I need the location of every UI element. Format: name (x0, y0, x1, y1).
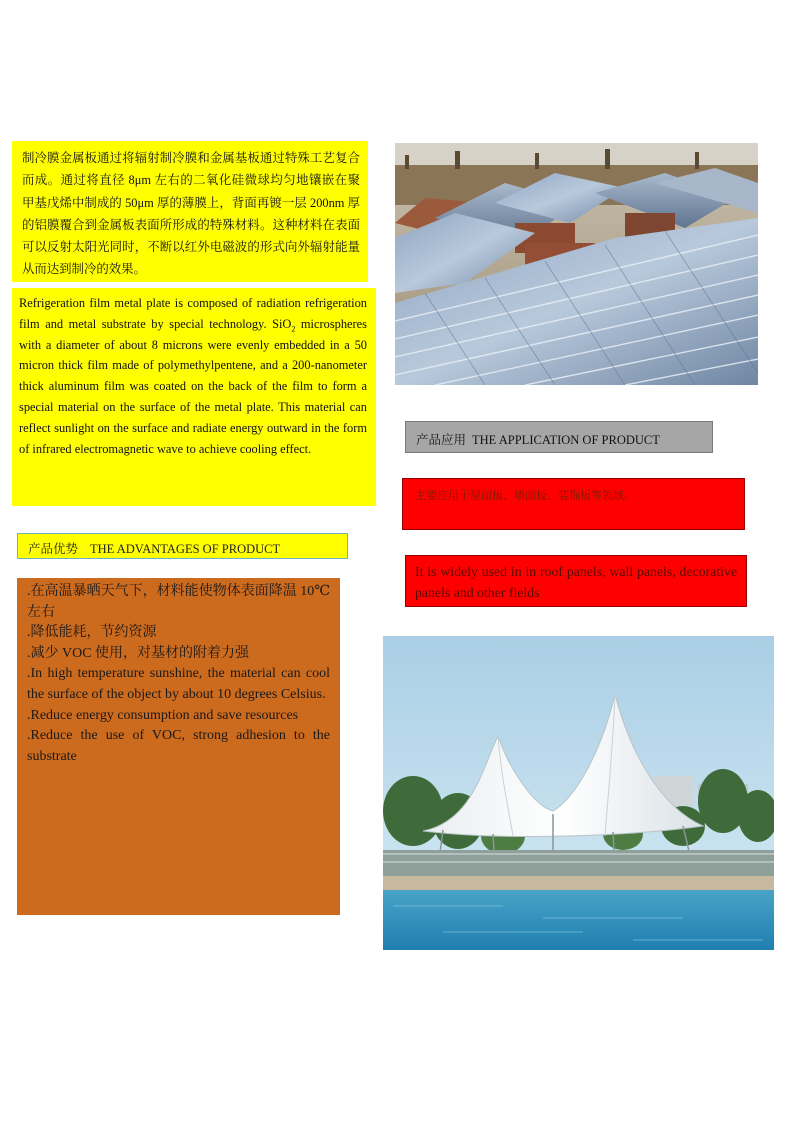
application-en-text: It is widely used in in roof panels, wall panels, decorative panels and other fields (405, 555, 747, 607)
application-header (405, 421, 713, 453)
advantages-header-en: THE ADVANTAGES OF PRODUCT (90, 542, 281, 556)
advantage-item: .Reduce the use of VOC, strong adhesion to the substrate (27, 728, 330, 764)
roof-panels-illustration (395, 143, 758, 385)
membrane-tent-photo (383, 636, 774, 950)
membrane-tent-illustration (383, 636, 774, 950)
advantages-header (17, 533, 348, 559)
advantage-item: .在高温暴晒天气下，材料能使物体表面降温 10℃左右 (27, 584, 330, 620)
advantages-list (17, 578, 340, 915)
intro-english-part2: microspheres with a diameter of about 8 microns were evenly embedded in a 50 micron thick film made of polymethylpentene, and a 200-nanometer thick aluminum film was coated on the back of the film to form a special material on the surface of the metal plate. This material can reflect sunlight on the surface and radiate energy outward in the form of infrared electromagnetic wave to achieve cooling effect. (19, 316, 367, 456)
application-header-en: THE APPLICATION OF PRODUCT (472, 433, 660, 447)
advantage-item: .降低能耗，节约资源 (27, 625, 157, 641)
advantage-item: .Reduce energy consumption and save resources (27, 707, 299, 723)
intro-english-text (12, 288, 376, 506)
application-cn-text: 主要应用于屋面板、墙面板、装饰板等领域。 (402, 478, 745, 530)
advantages-header-cn: 产品优势 (28, 542, 79, 556)
intro-chinese-text: 制冷膜金属板通过将辐射制冷膜和金属基板通过特殊工艺复合而成。通过将直径 8μm 左右的二氧化硅微球均匀地镶嵌在聚甲基戊烯中制成的 50μm 厚的薄膜上，背面再镀一层 200nm 厚的铝膜覆合到金属板表面所形成的特殊材料。这种材料在表面可以反射太阳光同时，不断以红外电磁波的形式向外辐射能量从而达到制冷的效果。 (12, 141, 368, 282)
application-header-cn: 产品应用 (416, 433, 467, 447)
advantage-item: .减少 VOC 使用，对基材的附着力强 (27, 645, 250, 661)
roof-panels-photo (395, 143, 758, 385)
intro-english-subscript: 2 (291, 324, 296, 334)
intro-english-part1: Refrigeration film metal plate is composed of radiation refrigeration film and metal substrate by special technology. SiO (19, 296, 367, 331)
advantage-item: .In high temperature sunshine, the material can cool the surface of the object by about 10 degrees Celsius. (27, 666, 330, 702)
